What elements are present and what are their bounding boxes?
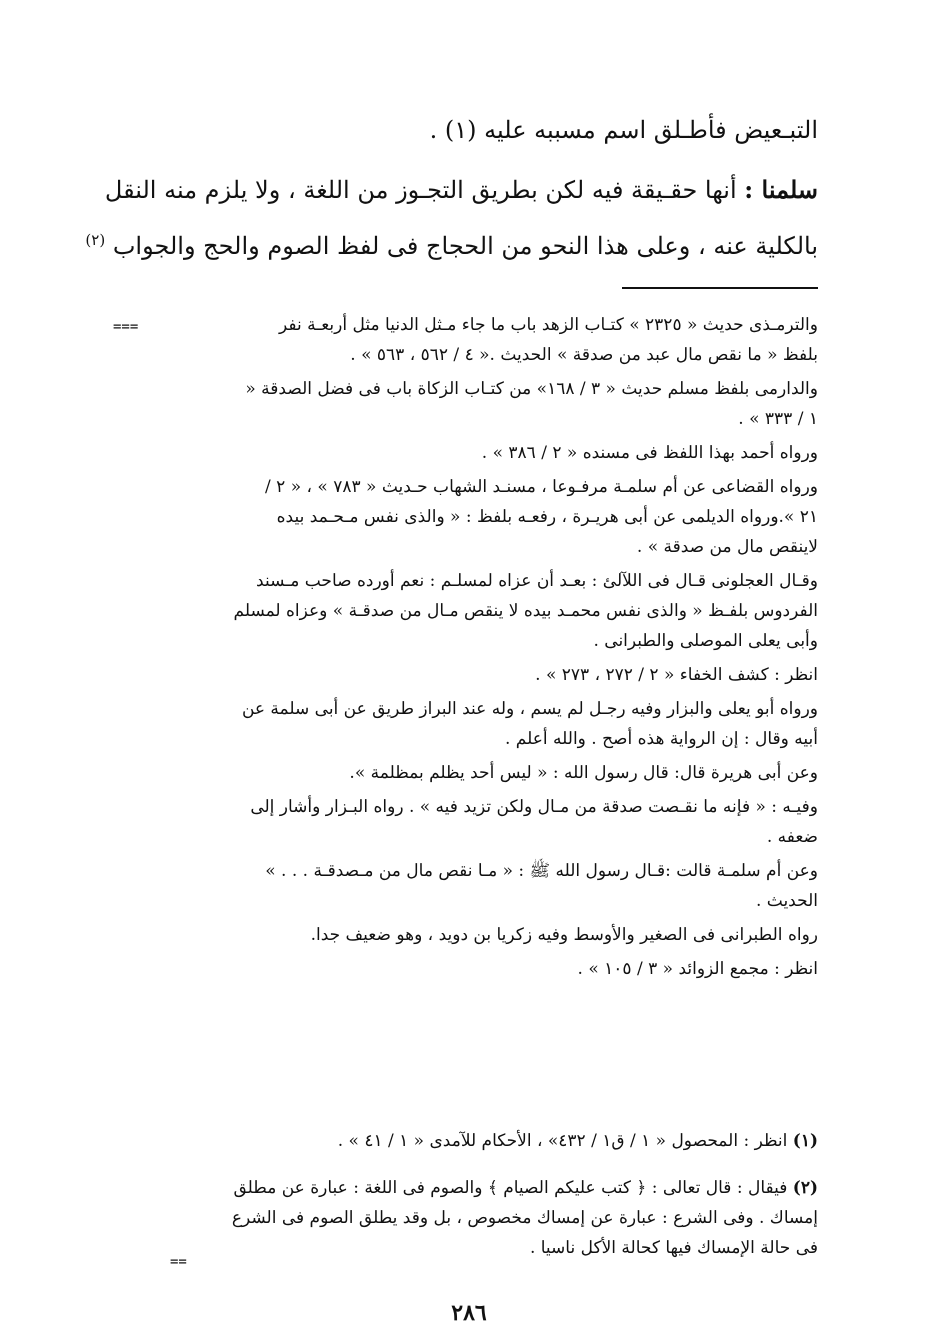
footnote-1 [118, 1126, 818, 1156]
footnote-2 [118, 1173, 818, 1263]
footnote-1-line [118, 1126, 818, 1156]
footnote-paragraph [118, 792, 818, 852]
footnote-paragraph [118, 694, 818, 754]
body-line-1: التبـعيض فأطـلق اسم مسببه عليه (١) . [429, 116, 818, 144]
continued-footnotes [118, 310, 818, 988]
footnote-paragraph [118, 758, 818, 788]
footnote-line: الفردوس بلفـظ « والذى نفس محمـد بيده لا ينقص مـال من صدقـة » وعزاه لمسلم [233, 601, 818, 621]
footnote-separator [622, 287, 818, 289]
continuation-marker: === [113, 319, 139, 335]
footnote-line: وفيـه : « فإنه ما نقـصت صدقة من مـال ولكن تزيد فيه » . رواه البـزار وأشار إلى [250, 797, 818, 817]
footnote-line: ١ / ٣٣٣ » . [738, 409, 818, 429]
footnote-2-line-3: فى حالة الإمساك فيها كحالة الأكل ناسيا . [529, 1238, 818, 1258]
footnote-line: ورواه أحمد بهذا اللفظ فى مسنده « ٢ / ٣٨٦ » . [481, 443, 818, 463]
footnote-line: وعن أبى هريرة قال: قال رسول الله : « ليس أحد يظلم بمظلمة ». [349, 763, 818, 783]
footnote-2-line-2: إمساك . وفى الشرع : عبارة عن إمساك مخصوص ، بل وقد يطلق الصوم فى الشرع [231, 1208, 818, 1228]
body-line-2-rest: أنها حقـيقة فيه لكن بطريق التجـوز من اللغة ، ولا يلزم منه النقل [104, 176, 745, 204]
footnote-line: أبيه وقال : إن الرواية هذه أصح . والله أعلم . [505, 729, 818, 749]
footnote-line: ضعفه . [766, 827, 818, 847]
footnote-line: ورواه أبو يعلى والبزار وفيه رجـل لم يسم ، وله عند البراز طريق عن أبى سلمة عن [241, 699, 818, 719]
body-line-3 [85, 222, 818, 264]
footnote-line: وقـال العجلونى قـال فى اللآلئ : بعـد أن عزاه لمسلـم : نعم أورده صاحب مـسند [256, 571, 818, 591]
footnote-paragraph [118, 374, 818, 434]
page-number: ٢٨٦ [451, 1300, 487, 1326]
footnote-paragraph [118, 920, 818, 950]
footnote-2-line-1 [118, 1173, 818, 1203]
footnote-line: والدارمى بلفظ مسلم حديث « ٣ / ١٦٨» من كتـاب الزكاة باب فى فضل الصدقة « [245, 379, 818, 399]
footnote-paragraph [118, 856, 818, 916]
footnote-paragraph [118, 438, 818, 468]
body-line-3-footnote-ref: (٢) [85, 231, 106, 249]
footnote-paragraph [118, 310, 818, 370]
footnote-line: انظر : مجمع الزوائد « ٣ / ١٠٥ » . [577, 959, 818, 979]
body-line-2 [104, 172, 818, 208]
footnote-paragraph [118, 660, 818, 690]
footnote-2-label: (٢) [792, 1178, 818, 1198]
footnote-paragraph [118, 472, 818, 562]
footnote-1-label: (١) [792, 1131, 818, 1151]
footnote-1-text: انظر : المحصول « ١ / ق١ / ٤٣٢» ، الأحكام للآمدى « ١ / ٤١ » . [337, 1131, 793, 1151]
footnote-line: ٢١ ».ورواه الديلمى عن أبى هريـرة ، رفعـه بلفظ : « والذى نفس مـحـمد بيده [276, 507, 818, 527]
footnote-line: انظر : كشف الخفاء « ٢ / ٢٧٢ ، ٢٧٣ » . [535, 665, 818, 685]
footnote-line: ورواه القضاعى عن أم سلمـة مرفـوعا ، مسنـد الشهاب حـديث « ٧٨٣ » ، « ٢ / [265, 477, 818, 497]
body-line-3-text: بالكلية عنه ، وعلى هذا النحو من الحجاج فى لفظ الصوم والحج والجواب [112, 232, 818, 260]
footnote-line: الحديث . [755, 891, 818, 911]
footnote-line: والترمـذى حديث « ٢٣٢٥ » كتـاب الزهد باب ما جاء مـثل الدنيا مثل أربعـة نفر [279, 315, 818, 335]
body-line-2-lead: سلمنا : [744, 175, 818, 204]
footnote-paragraph [118, 566, 818, 656]
footnote-line: لاينقص مال من صدقة » . [636, 537, 818, 557]
footnote-line: وأبى يعلى الموصلى والطبرانى . [593, 631, 818, 651]
footnote-line: بلفظ « ما نقص مال عبد من صدقة » الحديث .« ٤ / ٥٦٢ ، ٥٦٣ » . [350, 345, 818, 365]
footnote-line: رواه الطبرانى فى الصغير والأوسط وفيه زكريا بن دويد ، وهو ضعيف جدا. [310, 925, 818, 945]
footnote-paragraph [118, 954, 818, 984]
footnote-2-text: فيقال : قال تعالى : ﴿ كتب عليكم الصيام ﴾ والصوم فى اللغة : عبارة عن مطلق [233, 1178, 793, 1198]
footnote-line: وعن أم سلمـة قالت :قـال رسول الله ﷺ : « مـا نقص مال من مـصدقـة . . . » [265, 861, 818, 881]
footnote-2-continuation-marker: == [170, 1254, 187, 1270]
